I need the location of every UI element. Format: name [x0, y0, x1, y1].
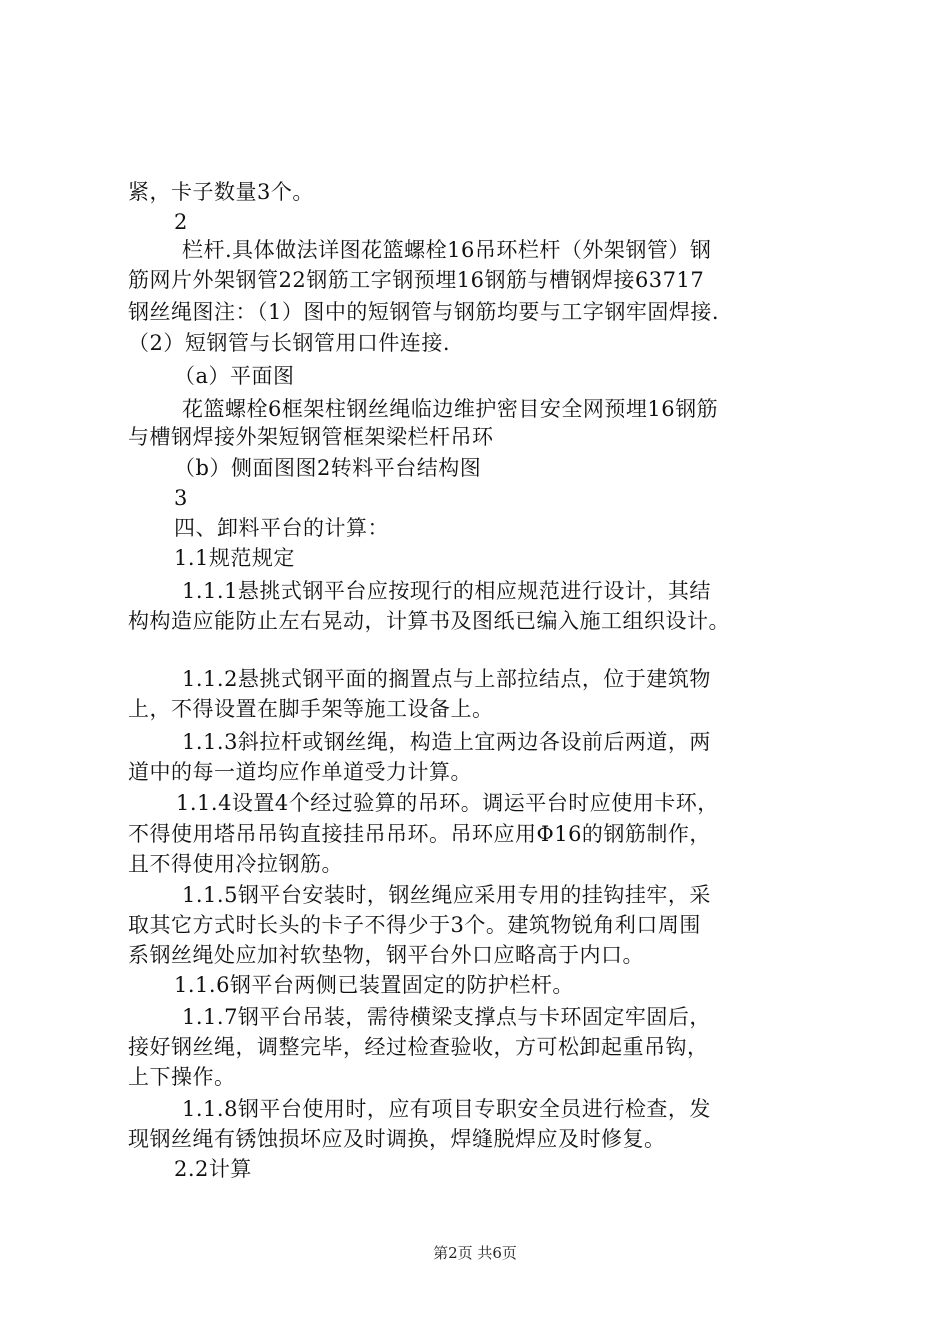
text-line: 1.1.2悬挑式钢平面的搁置点与上部拉结点，位于建筑物 [182, 667, 711, 691]
figure-number: 2 [174, 210, 188, 234]
text-line: 道中的每一道均应作单道受力计算。 [128, 760, 472, 784]
text-line: 系钢丝绳处应加衬软垫物，钢平台外口应略高于内口。 [128, 943, 644, 967]
text-line: 1.1.4设置4个经过验算的吊环。调运平台时应使用卡环， [176, 791, 719, 815]
text-line: 紧，卡子数量3个。 [128, 180, 314, 204]
text-line: 构构造应能防止左右晃动，计算书及图纸已编入施工组织设计。 [128, 609, 730, 633]
page-footer: 第2页 共6页 [433, 1244, 517, 1262]
text-line: 1.1.7钢平台吊装，需待横梁支撑点与卡环固定牢固后， [182, 1005, 711, 1029]
subsection-heading: 2.2计算 [174, 1157, 252, 1181]
text-line: 与槽钢焊接外架短钢管框架梁栏杆吊环 [128, 425, 494, 449]
text-line: 上下操作。 [128, 1065, 236, 1089]
subsection-heading: 1.1规范规定 [174, 546, 295, 570]
text-line: 上，不得设置在脚手架等施工设备上。 [128, 697, 494, 721]
text-line: 1.1.8钢平台使用时，应有项目专职安全员进行检查，发 [182, 1097, 711, 1121]
text-line: 钢丝绳图注：（1）图中的短钢管与钢筋均要与工字钢牢固焊接. [128, 300, 720, 324]
figure-caption: （b）侧面图图2转料平台结构图 [174, 456, 482, 480]
text-line: 接好钢丝绳，调整完毕，经过检查验收，方可松卸起重吊钩， [128, 1035, 709, 1059]
text-line: 1.1.1悬挑式钢平台应按现行的相应规范进行设计，其结 [182, 579, 711, 603]
text-line: 1.1.6钢平台两侧已装置固定的防护栏杆。 [174, 973, 574, 997]
text-line: 花篮螺栓6框架柱钢丝绳临边维护密目安全网预埋16钢筋 [182, 397, 719, 421]
text-line: 1.1.5钢平台安装时，钢丝绳应采用专用的挂钩挂牢，采 [182, 883, 711, 907]
text-line: 筋网片外架钢管22钢筋工字钢预埋16钢筋与槽钢焊接63717 [128, 268, 705, 292]
text-line: 不得使用塔吊吊钩直接挂吊吊环。吊环应用Φ16的钢筋制作， [128, 822, 711, 846]
text-line: 取其它方式时长头的卡子不得少于3个。建筑物锐角利口周围 [128, 913, 701, 937]
figure-caption: （a）平面图 [174, 364, 295, 388]
text-line: 且不得使用冷拉钢筋。 [128, 852, 343, 876]
text-line: 现钢丝绳有锈蚀损坏应及时调换，焊缝脱焊应及时修复。 [128, 1127, 666, 1151]
text-line: 1.1.3斜拉杆或钢丝绳，构造上宜两边各设前后两道，两 [182, 730, 711, 754]
text-line: 栏杆.具体做法详图花篮螺栓16吊环栏杆（外架钢管）钢 [182, 238, 712, 262]
section-heading: 四、卸料平台的计算： [174, 516, 389, 540]
text-line: （2）短钢管与长钢管用口件连接. [128, 331, 451, 355]
figure-number: 3 [174, 486, 188, 510]
